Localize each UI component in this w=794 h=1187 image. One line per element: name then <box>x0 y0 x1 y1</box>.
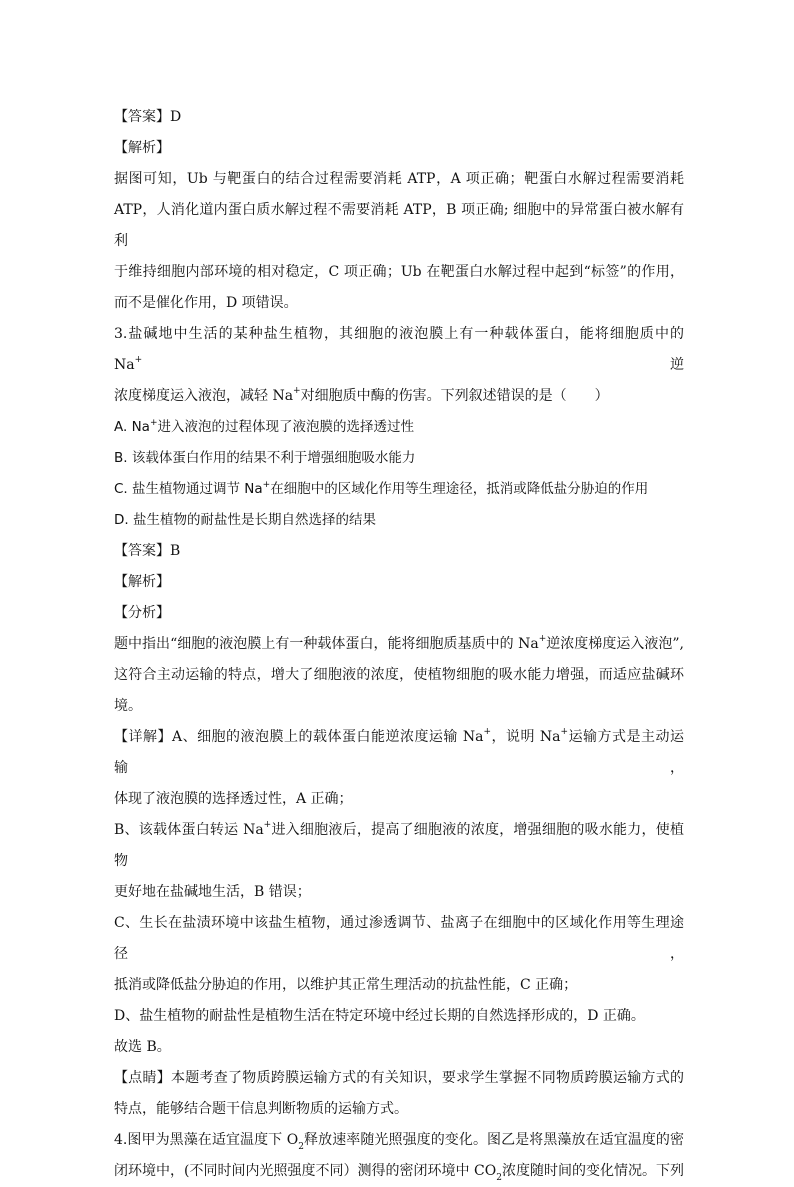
q3-option-c: C. 盐生植物通过调节 Na+在细胞中的区域化作用等生理途径，抵消或降低盐分胁迫的作用 <box>114 479 649 497</box>
q3-comment-line: 【点睛】本题考查了物质跨膜运输方式的有关知识，要求学生掌握不同物质跨膜运输方式的 <box>114 1070 684 1086</box>
q3-detail-line: 更好地在盐碱地生活，B 错误； <box>114 884 311 900</box>
q3-fenxi-line: 题中指出“细胞的液泡膜上有一种载体蛋白，能将细胞质基质中的 Na+逆浓度梯度运入液泡”, <box>114 634 685 652</box>
q2-analysis-line: 而不是催化作用，D 项错误。 <box>114 295 298 311</box>
q4-stem-line: 4.图甲为黑藻在适宜温度下 $O_2$释放速率随光照强度的变化。图乙是将黑藻放在适宜温度的密 <box>114 1132 684 1152</box>
q3-option-b: B. 该载体蛋白作用的结果不利于增强细胞吸水能力 <box>114 450 416 466</box>
q2-analysis-line: 据图可知，Ub 与靶蛋白的结合过程需要消耗 ATP，A 项正确；靶蛋白水解过程需要消耗 <box>114 171 684 187</box>
q3-fenxi-line: 这符合主动运输的特点，增大了细胞液的浓度，使植物细胞的吸水能力增强，而适应盐碱环 <box>114 667 684 683</box>
q3-stem-line: 3.盐碱地中生活的某种盐生植物，其细胞的液泡膜上有一种载体蛋白，能将细胞质中的 Na+逆 <box>114 326 684 373</box>
q3-answer: 【答案】B <box>114 543 181 559</box>
q2-analysis-line: ATP，人消化道内蛋白质水解过程不需要消耗 ATP，B 项正确; 细胞中的异常蛋白被水解有利 <box>114 202 684 249</box>
q3-detail-line: B、该载体蛋白转运 Na+进入细胞液后，提高了细胞液的浓度，增强细胞的吸水能力，使植物 <box>114 820 684 869</box>
q3-comment-line: 特点，能够结合题干信息判断物质的运输方式。 <box>114 1101 408 1117</box>
q3-option-a: A. Na+进入液泡的过程体现了液泡膜的选择透过性 <box>114 417 414 435</box>
q2-analysis-line: 于维持细胞内部环境的相对稳定，C 项正确；Ub 在靶蛋白水解过程中起到“标签”的作用， <box>114 264 684 280</box>
q3-option-d: D. 盐生植物的耐盐性是长期自然选择的结果 <box>114 512 376 528</box>
q4-stem-line: 闭环境中，(不同时间内光照强度不同）测得的密闭环境中 $CO_2$浓度随时间的变化情况。下列 <box>114 1163 685 1183</box>
q3-stem-line: 浓度梯度运入液泡，减轻 Na+对细胞质中酶的伤害。下列叙述错误的是（ ） <box>114 386 609 404</box>
q2-answer: 【答案】D <box>114 109 182 125</box>
q3-detail-line: 【详解】A、细胞的液泡膜上的载体蛋白能逆浓度运输 Na+，说明 Na+运输方式是主动运输， <box>114 727 685 776</box>
q3-detail-line: 体现了液泡膜的选择透过性，A 正确； <box>114 791 353 807</box>
q3-detail-line: C、生长在盐渍环境中该盐生植物，通过渗透调节、盐离子在细胞中的区域化作用等生理途径， <box>114 915 684 962</box>
q3-choose: 故选 B。 <box>114 1039 171 1055</box>
q3-detail-line: 抵消或降低盐分胁迫的作用，以维护其正常生理活动的抗盐性能，C 正确； <box>114 977 578 993</box>
q3-fenxi-label: 【分析】 <box>114 605 170 621</box>
document-body <box>114 102 684 1187</box>
q3-analysis-label: 【解析】 <box>114 574 170 590</box>
q3-detail-line: D、盐生植物的耐盐性是植物生活在特定环境中经过长期的自然选择形成的，D 正确。 <box>114 1008 645 1024</box>
q2-analysis-label: 【解析】 <box>114 140 170 156</box>
q3-fenxi-line: 境。 <box>114 698 142 714</box>
